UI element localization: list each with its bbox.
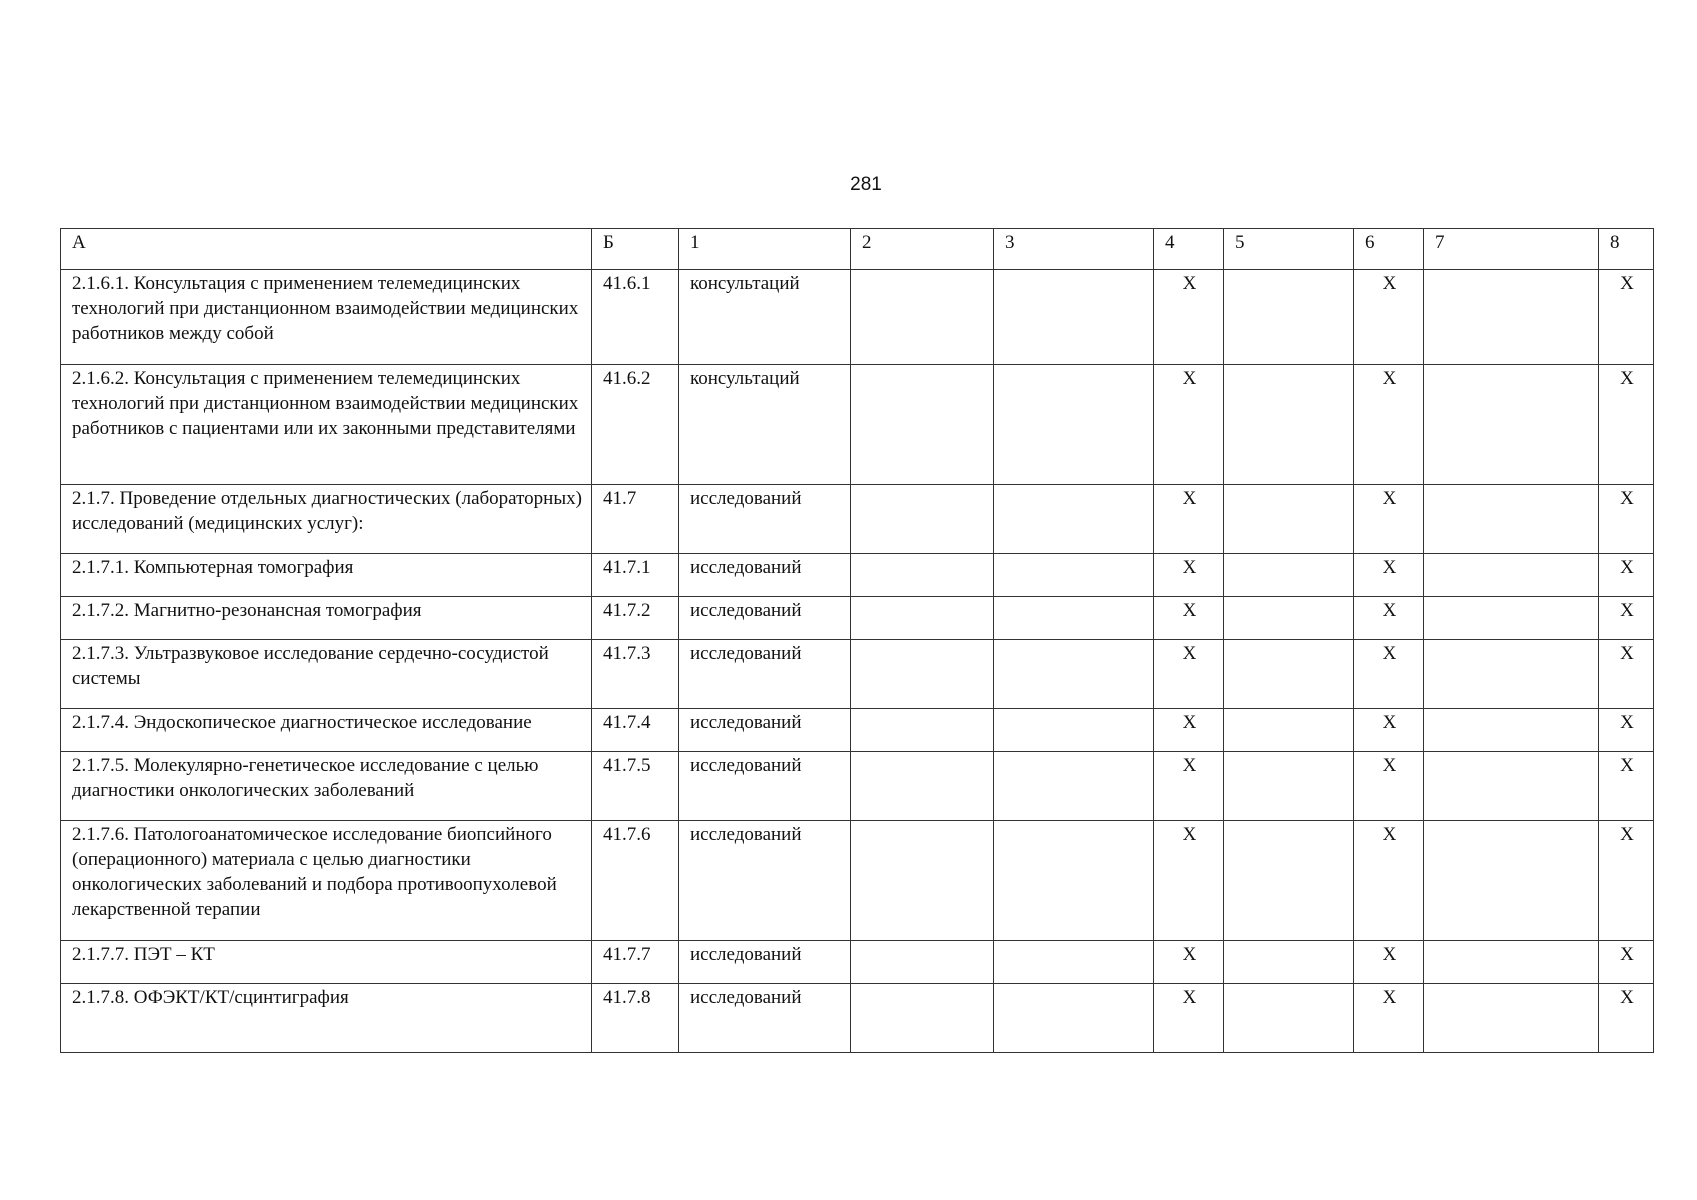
- column-header: А: [61, 229, 592, 270]
- page-number: 281: [850, 174, 882, 195]
- row-col8-cell: X: [1599, 554, 1654, 597]
- row-col6-cell: X: [1354, 554, 1424, 597]
- row-code-cell: 41.7.2: [592, 597, 679, 640]
- column-header: 6: [1354, 229, 1424, 270]
- row-code-cell: 41.7.4: [592, 709, 679, 752]
- row-col5-cell: [1224, 709, 1354, 752]
- table-row: [61, 485, 1654, 554]
- row-unit-cell: исследований: [679, 640, 851, 709]
- row-col2-cell: [851, 597, 994, 640]
- row-code-cell: 41.7.6: [592, 821, 679, 941]
- row-col7-cell: [1424, 485, 1599, 554]
- row-col6-cell: X: [1354, 752, 1424, 821]
- row-col3-cell: [994, 821, 1154, 941]
- row-col5-cell: [1224, 597, 1354, 640]
- row-code-cell: 41.7: [592, 485, 679, 554]
- row-col2-cell: [851, 752, 994, 821]
- row-col5-cell: [1224, 941, 1354, 984]
- row-col3-cell: [994, 941, 1154, 984]
- column-header: 1: [679, 229, 851, 270]
- table-row: [61, 821, 1654, 941]
- table-row: [61, 365, 1654, 485]
- row-col2-cell: [851, 270, 994, 365]
- row-unit-cell: консультаций: [679, 270, 851, 365]
- row-col4-cell: X: [1154, 821, 1224, 941]
- row-name-cell: 2.1.7.5. Молекулярно-генетическое исследование с целью диагностики онкологических заболеваний: [61, 752, 592, 821]
- row-col4-cell: X: [1154, 485, 1224, 554]
- row-col2-cell: [851, 941, 994, 984]
- row-col7-cell: [1424, 640, 1599, 709]
- row-col3-cell: [994, 640, 1154, 709]
- table-row: [61, 554, 1654, 597]
- row-col4-cell: X: [1154, 270, 1224, 365]
- table-row: [61, 941, 1654, 984]
- row-col4-cell: X: [1154, 554, 1224, 597]
- table-row: [61, 709, 1654, 752]
- row-col6-cell: X: [1354, 984, 1424, 1053]
- row-col7-cell: [1424, 941, 1599, 984]
- row-col7-cell: [1424, 365, 1599, 485]
- row-name-cell: 2.1.6.1. Консультация с применением телемедицинских технологий при дистанционном взаимодействии медицинских работников между собой: [61, 270, 592, 365]
- row-col4-cell: X: [1154, 752, 1224, 821]
- row-col4-cell: X: [1154, 941, 1224, 984]
- row-col2-cell: [851, 821, 994, 941]
- row-col5-cell: [1224, 270, 1354, 365]
- column-header: 4: [1154, 229, 1224, 270]
- row-col3-cell: [994, 554, 1154, 597]
- row-col8-cell: X: [1599, 640, 1654, 709]
- column-header: 7: [1424, 229, 1599, 270]
- row-col7-cell: [1424, 752, 1599, 821]
- table-row: [61, 270, 1654, 365]
- row-unit-cell: исследований: [679, 752, 851, 821]
- row-col8-cell: X: [1599, 984, 1654, 1053]
- row-code-cell: 41.7.3: [592, 640, 679, 709]
- row-col3-cell: [994, 597, 1154, 640]
- column-header: 8: [1599, 229, 1654, 270]
- row-col4-cell: X: [1154, 709, 1224, 752]
- row-name-cell: 2.1.7.6. Патологоанатомическое исследование биопсийного (операционного) материала с целью диагностики онкологических заболеваний и подбора противоопухолевой лекарственной терапии: [61, 821, 592, 941]
- row-col6-cell: X: [1354, 270, 1424, 365]
- row-col6-cell: X: [1354, 597, 1424, 640]
- row-col7-cell: [1424, 554, 1599, 597]
- column-header: Б: [592, 229, 679, 270]
- row-col3-cell: [994, 709, 1154, 752]
- row-unit-cell: исследований: [679, 597, 851, 640]
- row-col8-cell: X: [1599, 485, 1654, 554]
- row-unit-cell: исследований: [679, 821, 851, 941]
- row-col5-cell: [1224, 485, 1354, 554]
- table-row: [61, 752, 1654, 821]
- row-col3-cell: [994, 752, 1154, 821]
- row-name-cell: 2.1.7.3. Ультразвуковое исследование сердечно-сосудистой системы: [61, 640, 592, 709]
- row-unit-cell: исследований: [679, 984, 851, 1053]
- row-col7-cell: [1424, 984, 1599, 1053]
- row-unit-cell: исследований: [679, 485, 851, 554]
- row-col5-cell: [1224, 752, 1354, 821]
- row-col2-cell: [851, 485, 994, 554]
- row-unit-cell: исследований: [679, 941, 851, 984]
- row-col5-cell: [1224, 554, 1354, 597]
- row-col4-cell: X: [1154, 597, 1224, 640]
- row-col6-cell: X: [1354, 821, 1424, 941]
- row-name-cell: 2.1.7.8. ОФЭКТ/КТ/сцинтиграфия: [61, 984, 592, 1053]
- row-col6-cell: X: [1354, 640, 1424, 709]
- row-col6-cell: X: [1354, 365, 1424, 485]
- column-header: 5: [1224, 229, 1354, 270]
- row-col5-cell: [1224, 640, 1354, 709]
- row-unit-cell: консультаций: [679, 365, 851, 485]
- row-col2-cell: [851, 640, 994, 709]
- row-name-cell: 2.1.7.1. Компьютерная томография: [61, 554, 592, 597]
- row-col7-cell: [1424, 270, 1599, 365]
- row-col2-cell: [851, 554, 994, 597]
- row-col4-cell: X: [1154, 640, 1224, 709]
- row-code-cell: 41.7.1: [592, 554, 679, 597]
- header-row: [61, 229, 1654, 270]
- column-header: 3: [994, 229, 1154, 270]
- row-code-cell: 41.7.5: [592, 752, 679, 821]
- row-col2-cell: [851, 984, 994, 1053]
- row-col2-cell: [851, 365, 994, 485]
- row-col6-cell: X: [1354, 941, 1424, 984]
- table-row: [61, 640, 1654, 709]
- row-code-cell: 41.7.8: [592, 984, 679, 1053]
- row-col4-cell: X: [1154, 365, 1224, 485]
- row-col7-cell: [1424, 597, 1599, 640]
- row-col8-cell: X: [1599, 709, 1654, 752]
- column-header: 2: [851, 229, 994, 270]
- row-col3-cell: [994, 485, 1154, 554]
- row-col8-cell: X: [1599, 941, 1654, 984]
- row-name-cell: 2.1.7.4. Эндоскопическое диагностическое исследование: [61, 709, 592, 752]
- row-code-cell: 41.6.2: [592, 365, 679, 485]
- row-col5-cell: [1224, 821, 1354, 941]
- row-col2-cell: [851, 709, 994, 752]
- row-col8-cell: X: [1599, 270, 1654, 365]
- row-col6-cell: X: [1354, 709, 1424, 752]
- row-unit-cell: исследований: [679, 554, 851, 597]
- row-col3-cell: [994, 365, 1154, 485]
- data-table: [60, 228, 1654, 1053]
- row-name-cell: 2.1.6.2. Консультация с применением телемедицинских технологий при дистанционном взаимодействии медицинских работников с пациентами или их законными представителями: [61, 365, 592, 485]
- row-col7-cell: [1424, 709, 1599, 752]
- table-row: [61, 984, 1654, 1053]
- row-unit-cell: исследований: [679, 709, 851, 752]
- row-name-cell: 2.1.7.2. Магнитно-резонансная томография: [61, 597, 592, 640]
- row-col5-cell: [1224, 365, 1354, 485]
- row-code-cell: 41.6.1: [592, 270, 679, 365]
- row-col8-cell: X: [1599, 821, 1654, 941]
- row-col8-cell: X: [1599, 365, 1654, 485]
- row-col3-cell: [994, 984, 1154, 1053]
- row-col5-cell: [1224, 984, 1354, 1053]
- row-col3-cell: [994, 270, 1154, 365]
- row-name-cell: 2.1.7.7. ПЭТ – КТ: [61, 941, 592, 984]
- row-code-cell: 41.7.7: [592, 941, 679, 984]
- row-col7-cell: [1424, 821, 1599, 941]
- table-row: [61, 597, 1654, 640]
- row-col4-cell: X: [1154, 984, 1224, 1053]
- row-col8-cell: X: [1599, 597, 1654, 640]
- row-col8-cell: X: [1599, 752, 1654, 821]
- row-name-cell: 2.1.7. Проведение отдельных диагностических (лабораторных) исследований (медицинских услуг):: [61, 485, 592, 554]
- row-col6-cell: X: [1354, 485, 1424, 554]
